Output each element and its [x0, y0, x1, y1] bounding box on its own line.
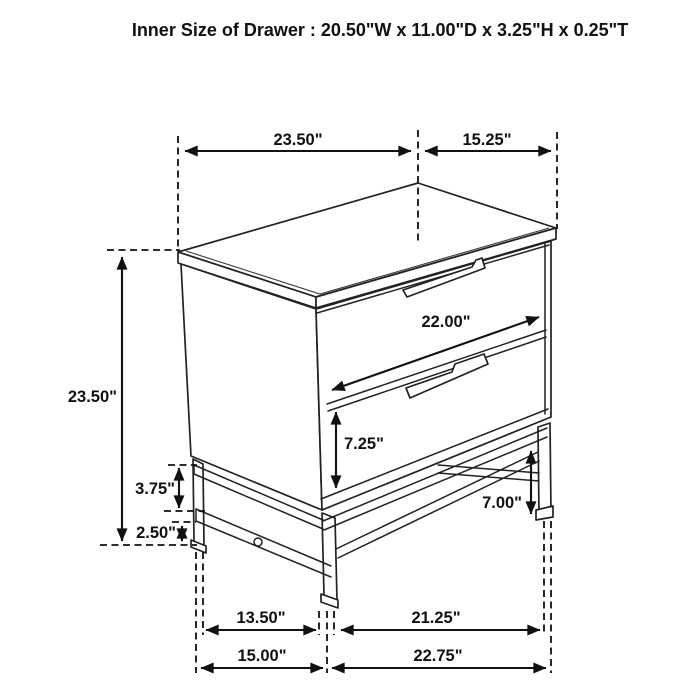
dim-base-side-inner — [341, 609, 540, 630]
dim-label-frame-upper: 3.75" — [135, 480, 175, 498]
dim-label-base-side-inner: 21.25" — [411, 609, 461, 627]
dim-label-frame-lower: 2.50" — [136, 524, 176, 542]
dim-label-base-front-outer: 15.00" — [237, 647, 287, 665]
right-leg — [538, 423, 551, 516]
rail-screw-hole — [254, 538, 262, 546]
nightstand-drawing — [178, 183, 556, 608]
dim-base-front-outer — [201, 647, 323, 668]
dim-label-base-side-outer: 22.75" — [413, 647, 463, 665]
dim-label-top-depth: 15.25" — [462, 131, 512, 149]
dim-label-overall-height: 23.50" — [67, 388, 117, 406]
dim-label-leg-clearance: 7.00" — [482, 494, 522, 512]
dim-frame-lower — [136, 524, 182, 542]
dim-base-front-inner — [206, 609, 316, 630]
dim-top-depth — [425, 131, 551, 151]
dim-overall-height — [68, 257, 122, 541]
dim-label-base-front-inner: 13.50" — [236, 609, 286, 627]
dim-label-bottom-drawer-height: 7.25" — [344, 435, 384, 453]
dim-base-side-outer — [332, 647, 546, 668]
dim-label-top-width: 23.50" — [273, 131, 323, 149]
left-lower-rail — [196, 509, 331, 577]
dim-label-drawer-width: 22.00" — [421, 313, 471, 331]
dim-top-width — [185, 131, 411, 151]
diagram-title: Inner Size of Drawer : 20.50"W x 11.00"D x 3.25"H x 0.25"T — [131, 20, 629, 40]
dim-frame-upper — [135, 468, 179, 508]
